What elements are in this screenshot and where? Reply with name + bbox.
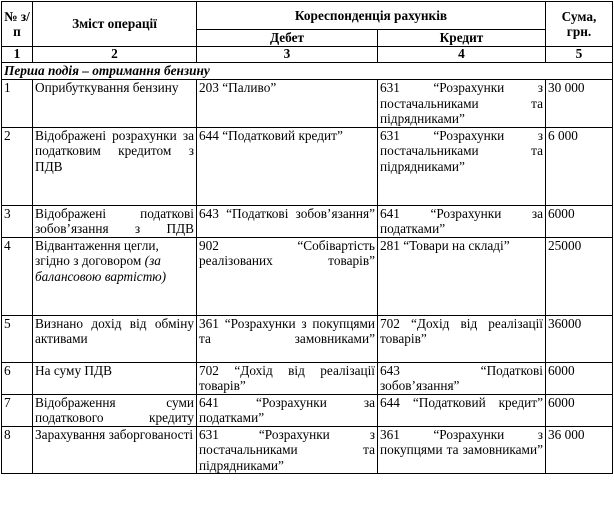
operation-content: Зарахування заборгованості [33, 426, 197, 474]
credit-account: 361 “Розрахунки з покупцями та замовниками” [378, 426, 546, 474]
row-number: 1 [2, 80, 33, 128]
header-credit: Кредит [378, 30, 546, 47]
table-row [2, 394, 613, 426]
header-row [2, 2, 613, 30]
accounting-entries-table [1, 1, 613, 474]
section-row [2, 63, 613, 80]
operation-content: Оприбуткування бензину [33, 80, 197, 128]
sum-value: 6 000 [546, 127, 613, 205]
sum-value: 6000 [546, 394, 613, 426]
sum-value: 6000 [546, 362, 613, 394]
debit-account: 361 “Розрахунки з покупцями та замовниками” [197, 315, 378, 362]
operation-content-note: (за балансовою вартістю) [35, 253, 167, 284]
credit-account: 631 “Розрахунки з постачальниками та підрядниками” [378, 127, 546, 205]
row-number: 4 [2, 237, 33, 315]
row-number: 2 [2, 127, 33, 205]
operation-content: На суму ПДВ [33, 362, 197, 394]
credit-account: 641 “Розрахунки за податками” [378, 205, 546, 237]
row-number: 5 [2, 315, 33, 362]
table-row [2, 127, 613, 205]
operation-content: Відображені податкові зобов’язання з ПДВ [33, 205, 197, 237]
column-number: 2 [33, 47, 197, 63]
credit-account: 631 “Розрахунки з постачальниками та підрядниками” [378, 80, 546, 128]
row-number: 3 [2, 205, 33, 237]
header-number: № з/п [2, 2, 33, 47]
debit-account: 902 “Собівартість реалізованих товарів” [197, 237, 378, 315]
sum-value: 6000 [546, 205, 613, 237]
column-number: 4 [378, 47, 546, 63]
row-number: 8 [2, 426, 33, 474]
sum-value: 25000 [546, 237, 613, 315]
column-number-row [2, 47, 613, 63]
debit-account: 644 “Податковий кредит” [197, 127, 378, 205]
debit-account: 641 “Розрахунки за податками” [197, 394, 378, 426]
table-row [2, 315, 613, 362]
sum-value: 36000 [546, 315, 613, 362]
operation-content [33, 237, 197, 315]
credit-account: 702 “Дохід від реалізації товарів” [378, 315, 546, 362]
table-row [2, 362, 613, 394]
sum-value: 30 000 [546, 80, 613, 128]
operation-content: Відображення суми податкового кредиту [33, 394, 197, 426]
header-debit: Дебет [197, 30, 378, 47]
column-number: 5 [546, 47, 613, 63]
operation-content: Визнано дохід від обміну активами [33, 315, 197, 362]
table-row [2, 426, 613, 474]
row-number: 7 [2, 394, 33, 426]
column-number: 1 [2, 47, 33, 63]
row-number: 6 [2, 362, 33, 394]
operation-content-text: Відвантаження цегли, згідно з договором [35, 237, 159, 268]
debit-account: 702 “Дохід від реалізації товарів” [197, 362, 378, 394]
operation-content: Відображені розрахунки за податковим кредитом з ПДВ [33, 127, 197, 205]
debit-account: 203 “Паливо” [197, 80, 378, 128]
table-row [2, 237, 613, 315]
header-correspondence: Кореспонденція рахунків [197, 2, 546, 30]
sum-value: 36 000 [546, 426, 613, 474]
section-title: Перша подія – отримання бензину [2, 63, 613, 80]
credit-account: 643 “Податкові зобов’язання” [378, 362, 546, 394]
debit-account: 631 “Розрахунки з постачальниками та підрядниками” [197, 426, 378, 474]
credit-account: 281 “Товари на складі” [378, 237, 546, 315]
header-sum: Сума, грн. [546, 2, 613, 47]
credit-account: 644 “Податковий кредит” [378, 394, 546, 426]
header-operation-content: Зміст операції [33, 2, 197, 47]
debit-account: 643 “Податкові зобов’язання” [197, 205, 378, 237]
table-row [2, 80, 613, 128]
table-row [2, 205, 613, 237]
column-number: 3 [197, 47, 378, 63]
